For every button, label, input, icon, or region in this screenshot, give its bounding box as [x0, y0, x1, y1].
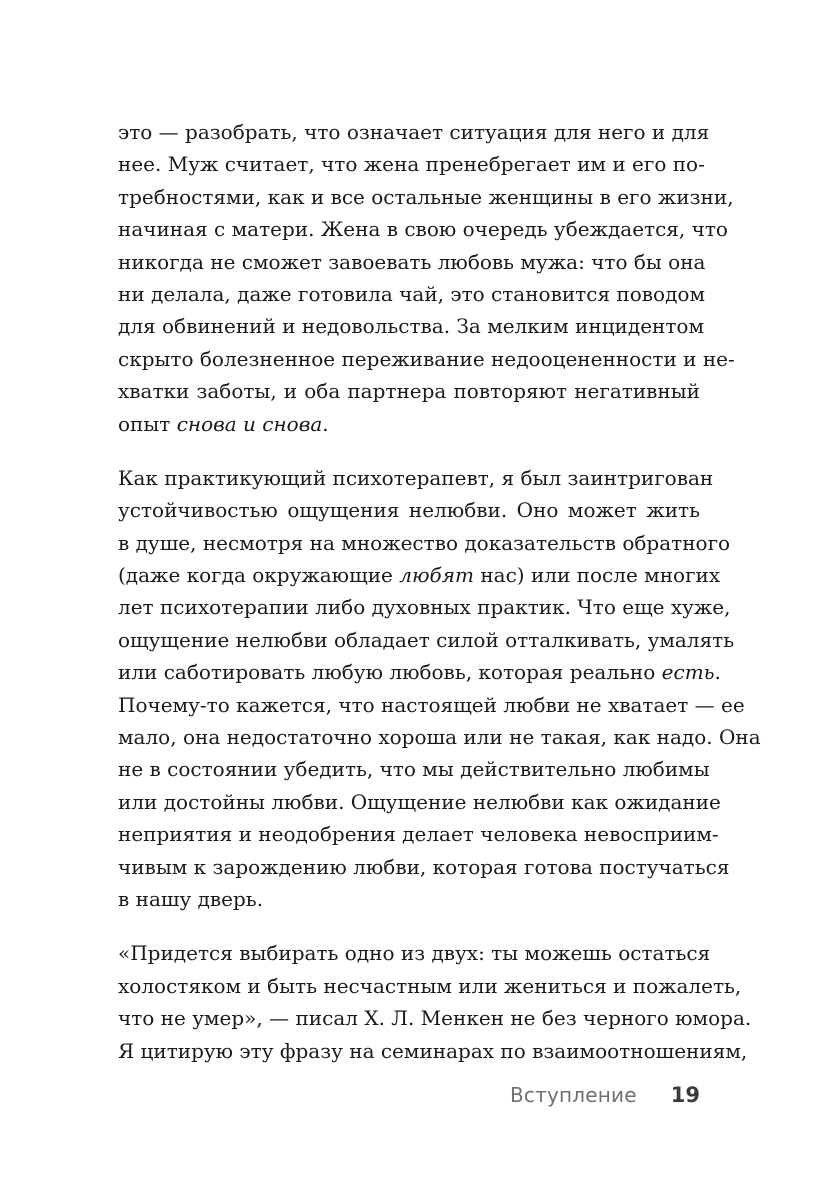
text-run: ощущение нелюбви обладает силой отталкивать, умалять [118, 627, 735, 652]
text-run: неприятия и неодобрения делает человека невосприим- [118, 822, 719, 847]
text-line [118, 624, 735, 656]
text-run: Почему-то кажется, что настоящей любви не хватает — ее [118, 692, 745, 717]
text-line [118, 786, 721, 818]
text-run: это — разобрать, что означает ситуация для него и для [118, 120, 710, 144]
text-line [118, 689, 745, 721]
text-run: ни делала, даже готовила чай, это становится поводом [118, 281, 706, 306]
text-run: Как практикующий психотерапевт, я был заинтригован [118, 465, 714, 490]
text-line [118, 753, 710, 785]
text-run: . [322, 411, 329, 436]
text-line [118, 213, 728, 245]
text-line [118, 181, 734, 213]
text-line [118, 375, 700, 407]
body-text [118, 116, 761, 1067]
paragraph [118, 116, 735, 440]
text-line [118, 1002, 752, 1034]
text-run: . [714, 660, 721, 685]
text-run: для обвинений и недовольства. За мелким инцидентом [118, 314, 705, 339]
text-line [118, 343, 735, 375]
text-line [118, 937, 711, 969]
text-run: лет психотерапии либо духовных практик. Что еще хуже, [118, 595, 731, 620]
text-run: нас) или после многих [473, 563, 721, 588]
text-line [118, 310, 705, 342]
text-line [118, 818, 719, 850]
text-line [118, 116, 710, 148]
text-line [118, 591, 731, 623]
text-line [118, 721, 761, 753]
page-number: 19 [670, 1083, 700, 1107]
text-run: устойчивостью ощущения нелюбви. Оно может жить [118, 498, 700, 523]
page-footer [510, 1077, 700, 1113]
text-run: мало, она недостаточно хороша или не такая, как надо. Она [118, 725, 761, 750]
text-line [118, 494, 700, 526]
text-run: начиная с матери. Жена в свою очередь убеждается, что [118, 217, 728, 242]
text-run: не в состоянии убедить, что мы действительно любимы [118, 757, 710, 782]
running-head: Вступление [510, 1083, 637, 1107]
text-line [118, 851, 730, 883]
text-line [118, 883, 700, 915]
text-run: хватки заботы, и оба партнера повторяют негативный [118, 379, 700, 404]
text-run: в нашу дверь. [118, 886, 264, 911]
text-line [118, 656, 721, 688]
emphasis-text: есть [661, 660, 715, 685]
text-line [118, 1035, 748, 1067]
text-line [118, 278, 706, 310]
text-line [118, 970, 742, 1002]
text-line [118, 148, 705, 180]
text-line [118, 462, 714, 494]
text-line [118, 408, 700, 440]
text-run: что не умер», — писал Х. Л. Менкен не без черного юмора. [118, 1006, 752, 1031]
text-run: «Придется выбирать одно из двух: ты можешь остаться [118, 941, 711, 966]
text-line [118, 527, 731, 559]
text-run: нее. Муж считает, что жена пренебрегает им и его по- [118, 152, 705, 177]
text-run: Я цитирую эту фразу на семинарах по взаимоотношениям, [118, 1038, 748, 1063]
emphasis-text: снова и снова [176, 411, 323, 436]
text-line [118, 559, 721, 591]
text-run: холостяком и быть несчастным или жениться и пожалеть, [118, 973, 742, 998]
paragraph [118, 937, 752, 1067]
text-run: (даже когда окружающие [118, 563, 400, 588]
text-run: или достойны любви. Ощущение нелюбви как ожидание [118, 789, 721, 814]
paragraph [118, 462, 761, 915]
text-run: или саботировать любую любовь, которая реально [118, 660, 662, 685]
text-run: опыт [118, 411, 177, 436]
text-run: чивым к зарождению любви, которая готова постучаться [118, 854, 730, 879]
text-run: требностями, как и все остальные женщины в его жизни, [118, 184, 734, 209]
text-run: скрыто болезненное переживание недооцененности и не- [118, 346, 735, 371]
text-run: в душе, несмотря на множество доказательств обратного [118, 530, 731, 555]
text-run: никогда не сможет завоевать любовь мужа: что бы она [118, 249, 706, 274]
text-line [118, 246, 706, 278]
emphasis-text: любят [399, 563, 474, 588]
